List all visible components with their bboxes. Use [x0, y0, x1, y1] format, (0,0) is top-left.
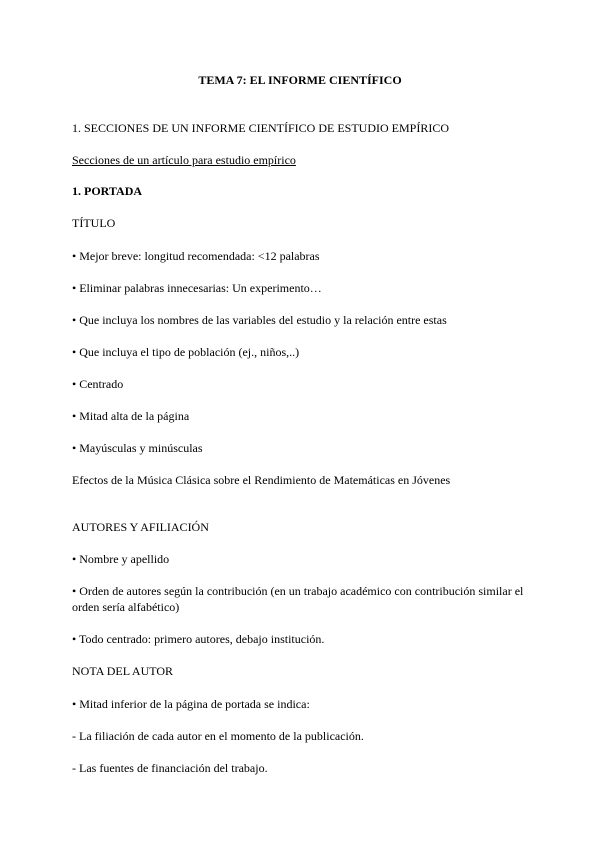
list-item: • Mejor breve: longitud recomendada: <12 palabras — [72, 249, 320, 263]
autores-label: AUTORES Y AFILIACIÓN — [72, 520, 209, 534]
nota-label: NOTA DEL AUTOR — [72, 664, 174, 678]
subheading: Secciones de un artículo para estudio empírico — [72, 153, 296, 167]
list-item: • Que incluya el tipo de población (ej., niños,..) — [72, 345, 300, 359]
list-item: - La filiación de cada autor en el momento de la publicación. — [72, 729, 364, 743]
list-item: - Las fuentes de financiación del trabajo. — [72, 761, 268, 775]
list-item: • Orden de autores según la contribución (en un trabajo académico con contribución similar el orden sería alfabético) — [72, 584, 524, 614]
list-item: • Mayúsculas y minúsculas — [72, 441, 203, 455]
section-heading: 1. SECCIONES DE UN INFORME CIENTÍFICO DE ESTUDIO EMPÍRICO — [72, 121, 450, 135]
titulo-label: TÍTULO — [72, 216, 116, 230]
example-title: Efectos de la Música Clásica sobre el Rendimiento de Matemáticas en Jóvenes — [72, 473, 451, 487]
list-item: • Mitad inferior de la página de portada se indica: — [72, 697, 310, 711]
list-item: • Nombre y apellido — [72, 552, 170, 566]
list-item: • Mitad alta de la página — [72, 409, 190, 423]
list-item: • Centrado — [72, 377, 124, 391]
list-item: • Todo centrado: primero autores, debajo institución. — [72, 632, 325, 646]
document-title: TEMA 7: EL INFORME CIENTÍFICO — [198, 73, 402, 87]
portada-heading: 1. PORTADA — [72, 184, 143, 198]
list-item: • Que incluya los nombres de las variables del estudio y la relación entre estas — [72, 313, 447, 327]
list-item: • Eliminar palabras innecesarias: Un experimento… — [72, 281, 322, 295]
